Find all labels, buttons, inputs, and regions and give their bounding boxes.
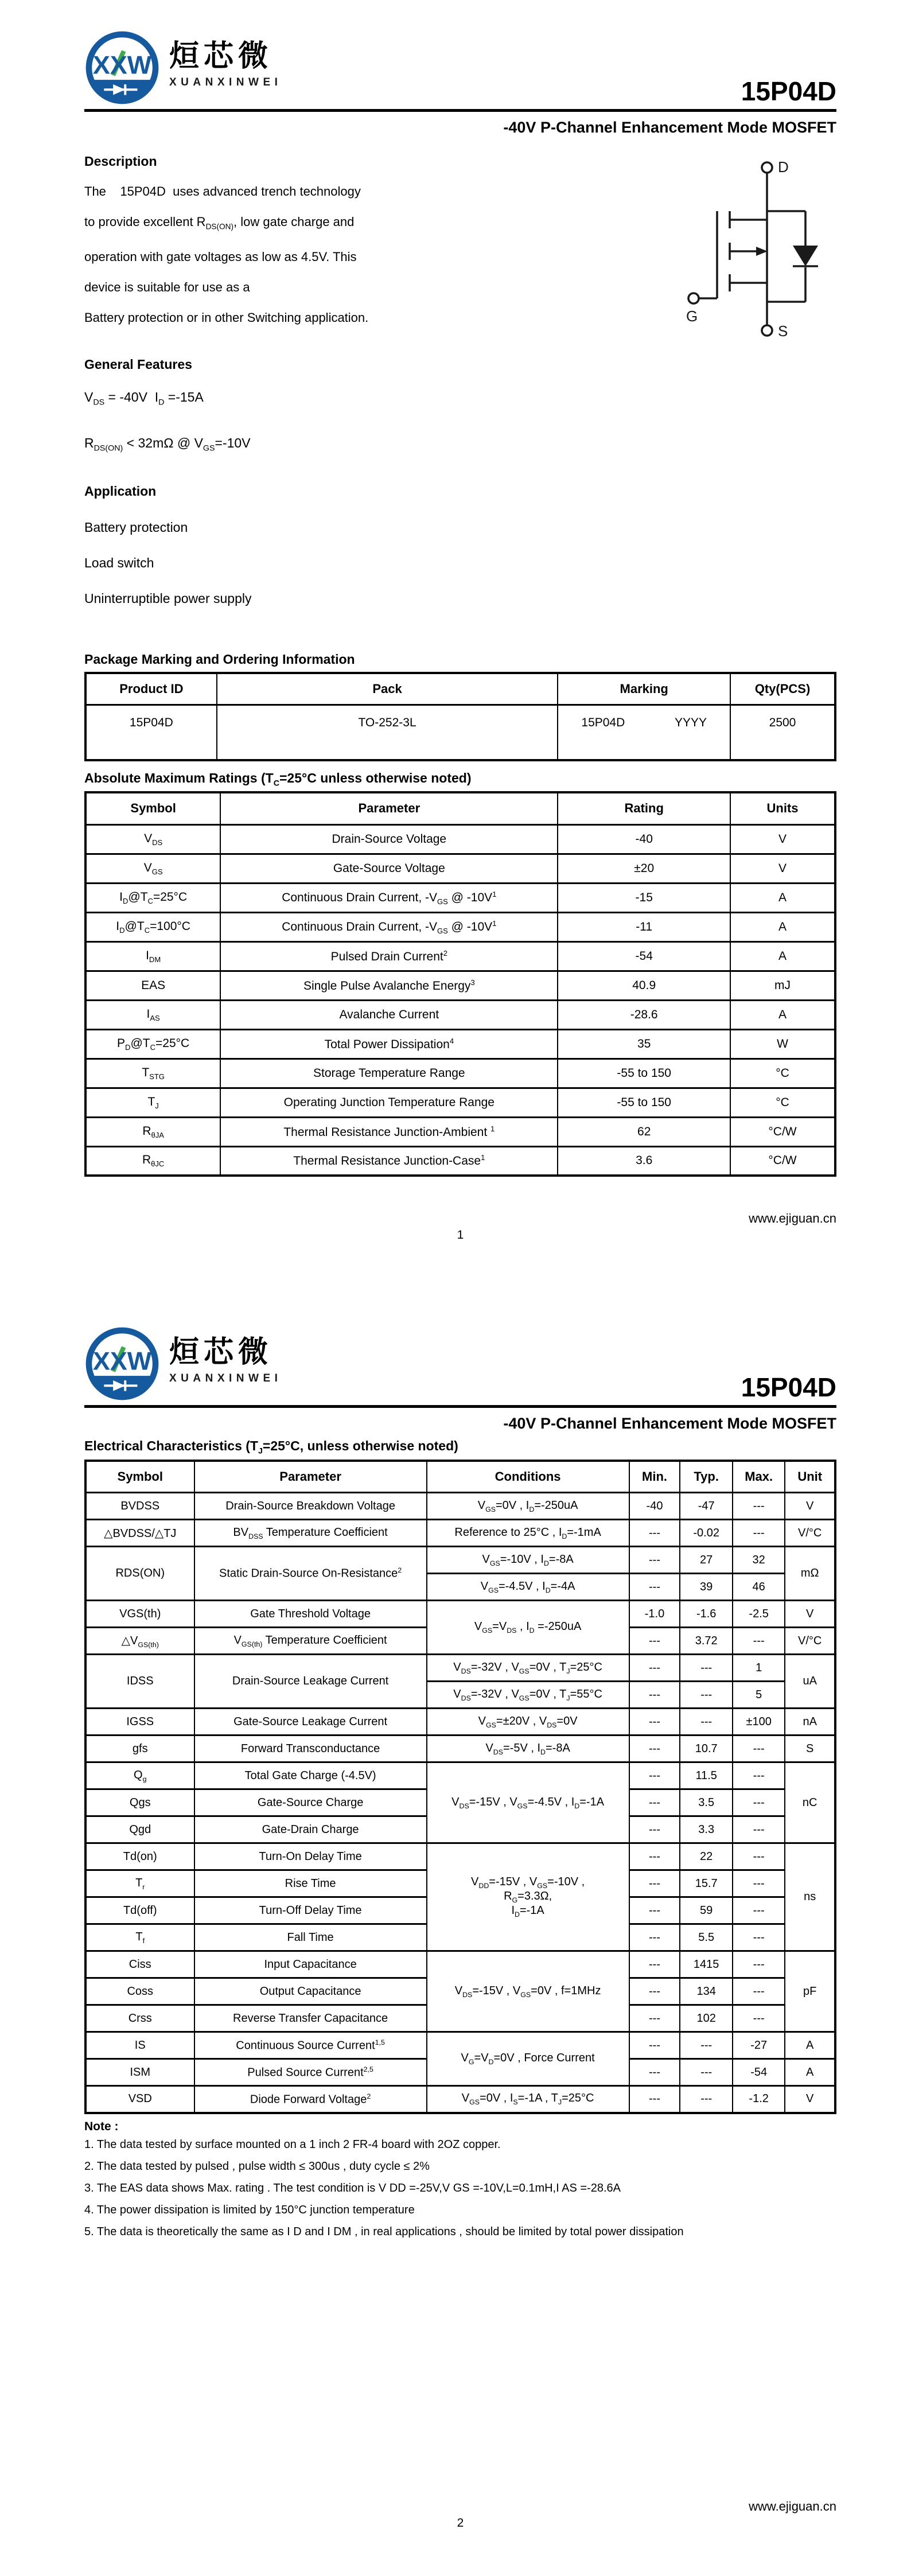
description-line: The 15P04D uses advanced trench technology [84, 184, 361, 199]
min-cell: --- [629, 1924, 680, 1951]
page-2 [0, 1288, 911, 2576]
device-subtitle: -40V P-Channel Enhancement Mode MOSFET [503, 1415, 836, 1432]
general-features-heading: General Features [84, 357, 192, 372]
parameter-cell: Gate-Source Voltage [220, 854, 558, 883]
parameter-cell: Forward Transconductance [194, 1736, 427, 1762]
min-cell: --- [629, 2005, 680, 2032]
parameter-cell: Total Gate Charge (-4.5V) [194, 1762, 427, 1789]
typ-cell: 102 [680, 2005, 732, 2032]
typ-cell: 134 [680, 1978, 732, 2005]
max-cell: --- [733, 1843, 785, 1870]
typ-cell: 39 [680, 1574, 732, 1601]
symbol-cell: VSD [85, 2086, 194, 2113]
col-header: Symbol [85, 792, 220, 824]
typ-cell: 22 [680, 1843, 732, 1870]
max-cell: --- [733, 1628, 785, 1655]
symbol-cell: $I_{DM}$ [85, 941, 220, 971]
min-cell: --- [629, 2086, 680, 2113]
units-cell: °C/W [730, 1146, 835, 1176]
min-cell: --- [629, 1951, 680, 1978]
part-number: 15P04D [741, 76, 836, 106]
rating-cell: 40.9 [558, 971, 730, 1000]
conditions-cell: $V_{GS}=V_{DS}$ , $I_D =-250uA$ [427, 1601, 629, 1655]
table-row [85, 1655, 835, 1682]
rating-cell: -55 to 150 [558, 1059, 730, 1088]
conditions-cell: Reference to 25°C , $I_D=-1mA$ [427, 1520, 629, 1547]
rating-cell: 62 [558, 1117, 730, 1146]
rating-cell: -54 [558, 941, 730, 971]
table-row [85, 2032, 835, 2059]
unit-cell: V/°C [785, 1520, 835, 1547]
col-header: Typ. [680, 1461, 732, 1493]
unit-cell: pF [785, 1951, 835, 2032]
unit-cell: uA [785, 1655, 835, 1709]
typ-cell: 3.3 [680, 1816, 732, 1843]
table-row [85, 1843, 835, 1870]
max-cell: 1 [733, 1655, 785, 1682]
col-header: Unit [785, 1461, 835, 1493]
max-cell: --- [733, 1951, 785, 1978]
rating-cell: 3.6 [558, 1146, 730, 1176]
symbol-cell: BVDSS [85, 1493, 194, 1520]
parameter-cell: Drain-Source Leakage Current [194, 1655, 427, 1709]
max-cell: --- [733, 1870, 785, 1897]
parameter-cell: Operating Junction Temperature Range [220, 1088, 558, 1117]
rating-cell: -40 [558, 824, 730, 854]
ordering-heading: Package Marking and Ordering Information [84, 651, 355, 667]
application-section [84, 484, 532, 616]
symbol-cell: Td(off) [85, 1897, 194, 1924]
units-cell: V [730, 824, 835, 854]
symbol-cell: IS [85, 2032, 194, 2059]
note-item: 1. The data tested by surface mounted on a 1 inch 2 FR-4 board with 2OZ copper. [84, 2138, 501, 2151]
logo-icon [84, 1326, 160, 1402]
typ-cell: --- [680, 2032, 732, 2059]
pack-cell: TO-252-3L [217, 705, 558, 760]
marking-cell [558, 705, 730, 760]
notes-section [84, 2120, 836, 2243]
table-row [85, 1493, 835, 1520]
source-label: S [778, 322, 788, 340]
table-row [85, 883, 835, 912]
note-item: 5. The data is theoretically the same as I D and I DM , in real applications , should be limited by total power dissipation [84, 2225, 684, 2238]
symbol-cell: $V_{DS}$ [85, 824, 220, 854]
svg-text:XXW: XXW [92, 50, 152, 80]
symbol-cell: $I_D@T_C=25^\circ C$ [85, 883, 220, 912]
units-cell: V [730, 854, 835, 883]
min-cell: --- [629, 1547, 680, 1574]
parameter-cell: Gate-Source Charge [194, 1789, 427, 1816]
parameter-cell: Fall Time [194, 1924, 427, 1951]
conditions-cell: $V_{GS}=-4.5V$ , $I_D=-4A$ [427, 1574, 629, 1601]
company-name-en: XUANXINWEI [169, 1372, 282, 1385]
parameter-cell: Continuous Drain Current, $-V_{GS}$ @ $-10V^1$ [220, 912, 558, 941]
company-name-en: XUANXINWEI [169, 76, 282, 89]
min-cell: --- [629, 1843, 680, 1870]
symbol-cell: RDS(ON) [85, 1547, 194, 1601]
table-row [85, 1709, 835, 1736]
typ-cell: 11.5 [680, 1762, 732, 1789]
conditions-cell: $V_{DS}=-5V$ , $I_D=-8A$ [427, 1736, 629, 1762]
symbol-cell: $T_{STG}$ [85, 1059, 220, 1088]
table-row [85, 1059, 835, 1088]
typ-cell: --- [680, 1682, 732, 1709]
units-cell: mJ [730, 971, 835, 1000]
logo-wordmark [169, 1326, 282, 1385]
conditions-cell: $V_{GS}=-10V$ , $I_D=-8A$ [427, 1547, 629, 1574]
unit-cell: V [785, 1601, 835, 1628]
unit-cell: V [785, 2086, 835, 2113]
typ-cell: --- [680, 2059, 732, 2086]
parameter-cell: Gate Threshold Voltage [194, 1601, 427, 1628]
unit-cell: nA [785, 1709, 835, 1736]
max-cell: -1.2 [733, 2086, 785, 2113]
application-item: Load switch [84, 555, 154, 570]
rating-cell: -15 [558, 883, 730, 912]
website-link: www.ejiguan.cn [749, 2499, 836, 2513]
parameter-cell: Thermal Resistance Junction-Case$^1$ [220, 1146, 558, 1176]
typ-cell: -1.6 [680, 1601, 732, 1628]
units-cell: A [730, 1000, 835, 1029]
min-cell: --- [629, 1870, 680, 1897]
parameter-cell: Continuous Drain Current, $-V_{GS}$ @ $-10V^1$ [220, 883, 558, 912]
notes-heading: Note : [84, 2119, 119, 2133]
min-cell: --- [629, 1520, 680, 1547]
typ-cell: --- [680, 1655, 732, 1682]
symbol-cell: Td(on) [85, 1843, 194, 1870]
electrical-characteristics-heading: Electrical Characteristics ($T_J=25^\circ C$, unless otherwise noted) [84, 1438, 458, 1456]
abs-max-table [84, 791, 836, 1177]
col-header: Min. [629, 1461, 680, 1493]
table-row [85, 912, 835, 941]
conditions-cell: $V_{DS}=-15V$ , $V_{GS}=-4.5V$ , $I_D=-1A$ [427, 1762, 629, 1843]
min-cell: --- [629, 1816, 680, 1843]
max-cell: 32 [733, 1547, 785, 1574]
symbol-cell: $R_{\theta JA}$ [85, 1117, 220, 1146]
rating-cell: -28.6 [558, 1000, 730, 1029]
feature-line: $R_{DS(ON)} < 32m\Omega$ @ $V_{GS}=-10V$ [84, 435, 251, 453]
units-cell: A [730, 912, 835, 941]
drain-label: D [778, 158, 789, 176]
gate-label: G [686, 308, 698, 325]
typ-cell: 3.72 [680, 1628, 732, 1655]
description-heading: Description [84, 154, 157, 169]
symbol-cell: $I_{AS}$ [85, 1000, 220, 1029]
unit-cell: S [785, 1736, 835, 1762]
conditions-cell: $V_{DS}=-32V$ , $V_{GS}=0V$ , $T_J=25^\circ C$ [427, 1655, 629, 1682]
table-row [85, 854, 835, 883]
max-cell: ±100 [733, 1709, 785, 1736]
table-row [85, 824, 835, 854]
symbol-cell: gfs [85, 1736, 194, 1762]
typ-cell: 1415 [680, 1951, 732, 1978]
parameter-cell: $V_{GS(th)}$ Temperature Coefficient [194, 1628, 427, 1655]
conditions-cell: $V_{DS}=-15V$ , $V_{GS}=0V$ , f=1MHz [427, 1951, 629, 2032]
max-cell: --- [733, 1789, 785, 1816]
parameter-cell: Thermal Resistance Junction-Ambient $^1$ [220, 1117, 558, 1146]
parameter-cell: Input Capacitance [194, 1951, 427, 1978]
typ-cell: 3.5 [680, 1789, 732, 1816]
table-row [85, 2086, 835, 2113]
parameter-cell: Avalanche Current [220, 1000, 558, 1029]
units-cell: °C [730, 1088, 835, 1117]
typ-cell: -47 [680, 1493, 732, 1520]
parameter-cell: Static Drain-Source On-Resistance$^2$ [194, 1547, 427, 1601]
units-cell: °C/W [730, 1117, 835, 1146]
parameter-cell: Drain-Source Voltage [220, 824, 558, 854]
symbol-cell: $T_J$ [85, 1088, 220, 1117]
units-cell: °C [730, 1059, 835, 1088]
min-cell: --- [629, 1789, 680, 1816]
symbol-cell: $T_r$ [85, 1870, 194, 1897]
unit-cell: A [785, 2032, 835, 2059]
min-cell: --- [629, 1736, 680, 1762]
parameter-cell: Gate-Drain Charge [194, 1816, 427, 1843]
min-cell: --- [629, 1628, 680, 1655]
table-header-row [85, 1461, 835, 1493]
application-item: Battery protection [84, 519, 188, 535]
min-cell: --- [629, 1574, 680, 1601]
symbol-cell: IGSS [85, 1709, 194, 1736]
rating-cell: -11 [558, 912, 730, 941]
symbol-cell: Ciss [85, 1951, 194, 1978]
col-header: Parameter [220, 792, 558, 824]
symbol-cell: $Q_g$ [85, 1762, 194, 1789]
unit-cell: V/°C [785, 1628, 835, 1655]
col-header: Product ID [85, 673, 217, 705]
conditions-cell: $V_{DD}=-15V$ , $V_{GS}=-10V$ , $R_G=3.3\Omega$, $I_D=-1A$ [427, 1843, 629, 1951]
abs-max-heading: Absolute Maximum Ratings ($T_C=25^\circ C$ unless otherwise noted) [84, 770, 472, 788]
part-number: 15P04D [741, 1372, 836, 1402]
parameter-cell: Drain-Source Breakdown Voltage [194, 1493, 427, 1520]
max-cell: --- [733, 1520, 785, 1547]
general-features-body [84, 377, 532, 468]
max-cell: --- [733, 1978, 785, 2005]
typ-cell: --- [680, 1709, 732, 1736]
col-header: Max. [733, 1461, 785, 1493]
unit-cell: A [785, 2059, 835, 2086]
conditions-cell: $V_{GS}=\pm 20V$ , $V_{DS}=0V$ [427, 1709, 629, 1736]
table-header-row [85, 792, 835, 824]
table-row [85, 1029, 835, 1059]
min-cell: --- [629, 1897, 680, 1924]
col-header: Units [730, 792, 835, 824]
mosfet-schematic [649, 154, 856, 355]
unit-cell: ns [785, 1843, 835, 1951]
symbol-cell: $P_D@T_C=25^\circ C$ [85, 1029, 220, 1059]
table-row [85, 1146, 835, 1176]
table-row [85, 1736, 835, 1762]
page-number: 1 [457, 1228, 464, 1242]
application-list [84, 509, 532, 616]
max-cell: --- [733, 1924, 785, 1951]
symbol-cell: $I_D@T_C=100^\circ C$ [85, 912, 220, 941]
parameter-cell: Pulsed Source Current$^{2,5}$ [194, 2059, 427, 2086]
svg-text:XXW: XXW [92, 1346, 152, 1376]
conditions-cell: $V_{GS}=0V$ , $I_D=-250uA$ [427, 1493, 629, 1520]
website-link: www.ejiguan.cn [749, 1211, 836, 1225]
note-item: 2. The data tested by pulsed , pulse width ≤ 300us , duty cycle ≤ 2% [84, 2159, 430, 2173]
application-item: Uninterruptible power supply [84, 590, 252, 606]
description-line: device is suitable for use as a [84, 280, 250, 295]
company-logo [84, 1326, 282, 1402]
max-cell: --- [733, 1736, 785, 1762]
min-cell: --- [629, 1655, 680, 1682]
max-cell: 46 [733, 1574, 785, 1601]
description-body [84, 176, 532, 333]
note-item: 4. The power dissipation is limited by 150°C junction temperature [84, 2203, 415, 2216]
units-cell: A [730, 883, 835, 912]
electrical-characteristics-table [84, 1460, 836, 2114]
table-row [85, 971, 835, 1000]
parameter-cell: Total Power Dissipation$^4$ [220, 1029, 558, 1059]
max-cell: -27 [733, 2032, 785, 2059]
page-number: 2 [457, 2516, 464, 2530]
conditions-cell: $V_{GS}=0V$ , $I_S=-1A$ , $T_J=25^\circ C$ [427, 2086, 629, 2113]
min-cell: -1.0 [629, 1601, 680, 1628]
typ-cell: 15.7 [680, 1870, 732, 1897]
rating-cell: ±20 [558, 854, 730, 883]
max-cell: --- [733, 1897, 785, 1924]
col-header: Pack [217, 673, 558, 705]
min-cell: --- [629, 1682, 680, 1709]
table-header-row [85, 673, 835, 705]
parameter-cell: Turn-Off Delay Time [194, 1897, 427, 1924]
parameter-cell: Single Pulse Avalanche Energy$^3$ [220, 971, 558, 1000]
table-row [85, 1520, 835, 1547]
table-row [85, 1762, 835, 1789]
ordering-table [84, 672, 836, 761]
rating-cell: 35 [558, 1029, 730, 1059]
page-header [84, 1288, 836, 1408]
symbol-cell: VGS(th) [85, 1601, 194, 1628]
symbol-cell: $V_{GS}$ [85, 854, 220, 883]
logo-icon [84, 30, 160, 106]
table-row [85, 941, 835, 971]
max-cell: --- [733, 1493, 785, 1520]
description-line: to provide excellent $R_{DS(ON)}$, low gate charge and [84, 215, 355, 231]
col-header: Parameter [194, 1461, 427, 1493]
typ-cell: --- [680, 2086, 732, 2113]
col-header: Marking [558, 673, 730, 705]
symbol-cell: $\triangle V_{GS(th)}$ [85, 1628, 194, 1655]
symbol-cell: EAS [85, 971, 220, 1000]
company-logo [84, 30, 282, 106]
min-cell: --- [629, 1762, 680, 1789]
qty-cell: 2500 [730, 705, 835, 760]
col-header: Qty(PCS) [730, 673, 835, 705]
symbol-cell: △BVDSS/△TJ [85, 1520, 194, 1547]
page-header [84, 0, 836, 112]
table-row [85, 1117, 835, 1146]
description-line: operation with gate voltages as low as 4.5V. This [84, 250, 357, 264]
min-cell: --- [629, 1978, 680, 2005]
max-cell: 5 [733, 1682, 785, 1709]
symbol-cell: Crss [85, 2005, 194, 2032]
symbol-cell: IDSS [85, 1655, 194, 1709]
symbol-cell: Qgd [85, 1816, 194, 1843]
table-row [85, 1000, 835, 1029]
parameter-cell: Continuous Source Current$^{1,5}$ [194, 2032, 427, 2059]
symbol-cell: Qgs [85, 1789, 194, 1816]
unit-cell: nC [785, 1762, 835, 1843]
symbol-cell: $T_f$ [85, 1924, 194, 1951]
max-cell: --- [733, 2005, 785, 2032]
max-cell: -54 [733, 2059, 785, 2086]
note-item: 3. The EAS data shows Max. rating . The test condition is V DD =-25V,V GS =-10V,L=0.1mH,I AS =-28.6A [84, 2181, 621, 2194]
table-row [85, 705, 835, 760]
symbol-cell: Coss [85, 1978, 194, 2005]
table-row [85, 1951, 835, 1978]
parameter-cell: Pulsed Drain Current$^2$ [220, 941, 558, 971]
conditions-cell: $V_{DS}=-32V$ , $V_{GS}=0V$ , $T_J=55^\circ C$ [427, 1682, 629, 1709]
device-subtitle: -40V P-Channel Enhancement Mode MOSFET [503, 119, 836, 136]
symbol-cell: $R_{\theta JC}$ [85, 1146, 220, 1176]
typ-cell: 27 [680, 1547, 732, 1574]
min-cell: -40 [629, 1493, 680, 1520]
product-id-cell: 15P04D [85, 705, 217, 760]
max-cell: --- [733, 1816, 785, 1843]
max-cell: --- [733, 1762, 785, 1789]
marking-device: 15P04D [581, 716, 625, 730]
parameter-cell: Gate-Source Leakage Current [194, 1709, 427, 1736]
application-heading: Application [84, 483, 157, 499]
conditions-cell: $V_G=V_D=0V$ , Force Current [427, 2032, 629, 2086]
typ-cell: 59 [680, 1897, 732, 1924]
table-row [85, 1601, 835, 1628]
logo-wordmark [169, 30, 282, 89]
parameter-cell: Diode Forward Voltage$^2$ [194, 2086, 427, 2113]
parameter-cell: Storage Temperature Range [220, 1059, 558, 1088]
marking-date-code: YYYY [674, 716, 707, 730]
col-header: Conditions [427, 1461, 629, 1493]
unit-cell: mΩ [785, 1547, 835, 1601]
units-cell: W [730, 1029, 835, 1059]
company-name-cn: 烜芯微 [169, 1336, 273, 1369]
unit-cell: V [785, 1493, 835, 1520]
min-cell: --- [629, 2059, 680, 2086]
general-features-section [84, 357, 532, 468]
parameter-cell: Rise Time [194, 1870, 427, 1897]
company-name-cn: 烜芯微 [169, 40, 273, 73]
typ-cell: 5.5 [680, 1924, 732, 1951]
col-header: Symbol [85, 1461, 194, 1493]
typ-cell: -0.02 [680, 1520, 732, 1547]
parameter-cell: Turn-On Delay Time [194, 1843, 427, 1870]
typ-cell: 10.7 [680, 1736, 732, 1762]
max-cell: -2.5 [733, 1601, 785, 1628]
table-row [85, 1088, 835, 1117]
symbol-cell: ISM [85, 2059, 194, 2086]
table-row [85, 1547, 835, 1574]
description-line: Battery protection or in other Switching application. [84, 310, 369, 325]
min-cell: --- [629, 2032, 680, 2059]
feature-line: $V_{DS} = -40V$ $I_D =-15A$ [84, 390, 204, 407]
units-cell: A [730, 941, 835, 971]
min-cell: --- [629, 1709, 680, 1736]
left-column [84, 154, 532, 616]
parameter-cell: Output Capacitance [194, 1978, 427, 2005]
parameter-cell: $BV_{DSS}$ Temperature Coefficient [194, 1520, 427, 1547]
col-header: Rating [558, 792, 730, 824]
parameter-cell: Reverse Transfer Capacitance [194, 2005, 427, 2032]
rating-cell: -55 to 150 [558, 1088, 730, 1117]
